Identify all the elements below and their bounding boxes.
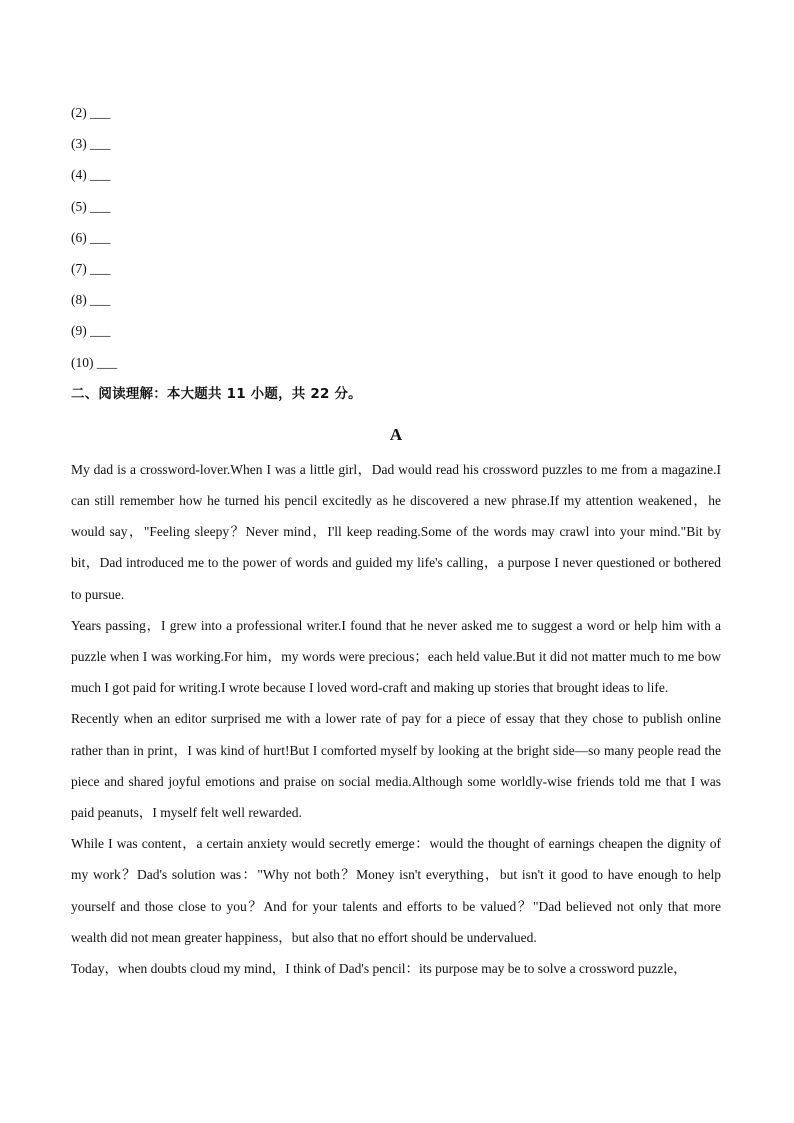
paragraph-1: My dad is a crossword-lover.When I was a little girl，Dad would read his crossword puzzles to me from a magazine.I can still remember how he turned his pencil excitedly as he discovered a new phrase.If my attention weakened，he would say，"Feeling sleepy？Never mind，I'll keep reading.Some of the words may crawl into your mind."Bit by bit，Dad introduced me to the power of words and guided my life's calling，a purpose I never questioned or bothered to pursue.: [71, 461, 721, 602]
answer-blank-9: (9) ___: [71, 323, 111, 339]
answer-blank-2: (2) ___: [71, 105, 111, 120]
passage-title: A: [389, 424, 403, 444]
answer-blank-7: (7) ___: [71, 260, 111, 276]
answer-blank-5: (5) ___: [71, 198, 111, 214]
answer-blank-3: (3) ___: [71, 136, 111, 152]
answer-blank-6: (6) ___: [71, 229, 111, 245]
paragraph-5: Today，when doubts cloud my mind，I think of Dad's pencil：its purpose may be to solve a crossword puzzle，: [71, 960, 687, 976]
paragraph-4: While I was content，a certain anxiety would secretly emerge：would the thought of earnings cheapen the dignity of my work？Dad's solution was："Why not both？Money isn't everything，but isn't it good to have enough to help yourself and those close to you？And for your talents and efforts to be valued？"Dad believed not only that more wealth did not mean greater happiness，but also that no effort should be undervalued.: [71, 836, 721, 945]
document-page: [71, 101, 721, 984]
paragraph-3: Recently when an editor surprised me with a lower rate of pay for a piece of essay that they chose to publish online rather than in print，I was kind of hurt!But I comforted myself by looking at the bright side—so many people read the piece and shared joyful emotions and praise on social media.Although some worldly-wise friends told me that I was paid peanuts，I myself felt well rewarded.: [71, 711, 721, 820]
section-heading: 二、阅读理解：本大题共 11 小题，共 22 分。: [71, 385, 362, 402]
answer-blank-4: (4) ___: [71, 167, 111, 183]
answer-blank-10: (10) ___: [71, 354, 118, 370]
paragraph-2: Years passing，I grew into a professional writer.I found that he never asked me to suggest a word or help him with a puzzle when I was working.For him，my words were precious；each held value.But it did not matter much to me bow much I got paid for writing.I wrote because I loved word-craft and making up stories that brought ideas to life.: [71, 617, 721, 696]
answer-blank-8: (8) ___: [71, 292, 111, 308]
